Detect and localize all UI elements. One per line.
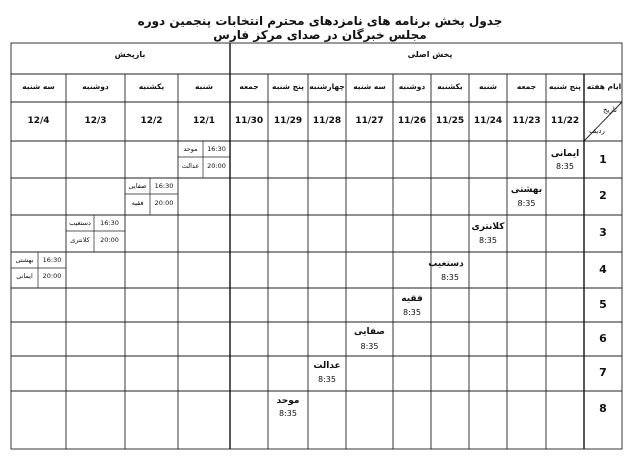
date-cell: 12/1	[192, 116, 216, 126]
row-number: 4	[599, 263, 607, 276]
day-header: پنج شنبه	[272, 82, 304, 91]
date-cell: 12/3	[84, 116, 107, 126]
day-header: دوشنبه	[398, 82, 426, 91]
rebroadcast-name: صفایی	[128, 182, 147, 190]
entry-time: 8:35	[479, 236, 497, 245]
rebroadcast-name: فقیه	[131, 199, 144, 207]
row-number: 5	[599, 298, 607, 311]
rebroadcast-name: موحد	[183, 145, 198, 153]
rebroadcast-time: 16:30	[154, 182, 174, 190]
entry-time: 8:35	[441, 273, 459, 282]
date-cell: 12/4	[27, 116, 50, 126]
rebroadcast-name: کلانتری	[70, 236, 90, 244]
row-number: 1	[599, 153, 607, 166]
row-number: 3	[599, 226, 607, 239]
entry-name: صفایی	[353, 327, 386, 337]
entry-time: 8:35	[318, 375, 336, 384]
date-cell: 11/23	[512, 116, 541, 126]
day-header: جمعه	[239, 82, 259, 91]
rebroadcast-time: 20:00	[154, 199, 174, 207]
day-header: پنج شنبه	[549, 82, 581, 91]
rebroadcast-name: عدالت	[181, 162, 200, 170]
entry-name: فقیه	[401, 294, 423, 304]
row-number: 6	[599, 332, 607, 345]
day-header: یکشنبه	[138, 82, 165, 91]
date-cell: 11/29	[273, 116, 303, 126]
entry-name: موحد	[276, 396, 300, 406]
rebroadcast-name: ایمانی	[16, 272, 33, 280]
corner-date-label: تاریخ	[603, 106, 617, 114]
entry-time: 8:35	[360, 342, 379, 351]
corner-row-label: ردیف	[589, 127, 605, 135]
day-header: جمعه	[516, 82, 537, 91]
date-cell: 11/25	[435, 116, 465, 126]
entry-time: 8:35	[403, 308, 421, 317]
date-cell: 11/30	[234, 116, 264, 126]
entry-time: 8:35	[517, 199, 536, 208]
day-header: سه شنبه	[353, 82, 386, 91]
rebroadcast-name: بهشتی	[15, 256, 34, 264]
day-header: چهارشنبه	[309, 82, 345, 91]
date-cell: 11/28	[312, 116, 342, 126]
row-number: 7	[599, 366, 607, 379]
entry-time: 8:35	[279, 409, 297, 418]
day-header: شنبه	[194, 82, 214, 91]
corner-days-header: ایام هفته	[586, 82, 622, 91]
rebroadcast-time: 16:30	[207, 145, 226, 153]
day-header: یکشنبه	[437, 82, 463, 91]
section-main: پخش اصلی	[407, 50, 453, 59]
day-header: شنبه	[478, 82, 498, 91]
document-title: جدول پخش برنامه های نامزدهای محترم انتخابات پنجمین دوره مجلس خبرگان در صدای مرکز فارس	[137, 14, 503, 42]
rebroadcast-time: 20:00	[100, 236, 119, 244]
day-header: دوشنبه	[82, 82, 109, 91]
rebroadcast-time: 16:30	[100, 219, 119, 227]
date-cell: 11/22	[550, 116, 580, 126]
entry-name: ایمانی	[550, 149, 580, 159]
row-number: 8	[599, 402, 607, 415]
rebroadcast-time: 20:00	[207, 162, 226, 170]
row-number: 2	[599, 189, 607, 202]
entry-name: عدالت	[313, 361, 341, 371]
rebroadcast-time: 20:00	[42, 272, 62, 280]
date-cell: 12/2	[140, 116, 163, 126]
date-cell: 11/24	[473, 116, 503, 126]
rebroadcast-time: 16:30	[42, 256, 62, 264]
entry-name: کلانتری	[471, 222, 505, 232]
entry-name: دستغیب	[428, 259, 464, 269]
date-cell: 11/26	[397, 116, 427, 126]
entry-time: 8:35	[556, 162, 574, 171]
date-cell: 11/27	[355, 116, 384, 126]
day-header: سه شنبه	[22, 82, 55, 91]
entry-name: بهشتی	[510, 185, 543, 195]
section-rebroadcast: بازپخش	[114, 50, 146, 59]
rebroadcast-name: دستغیب	[69, 219, 91, 227]
